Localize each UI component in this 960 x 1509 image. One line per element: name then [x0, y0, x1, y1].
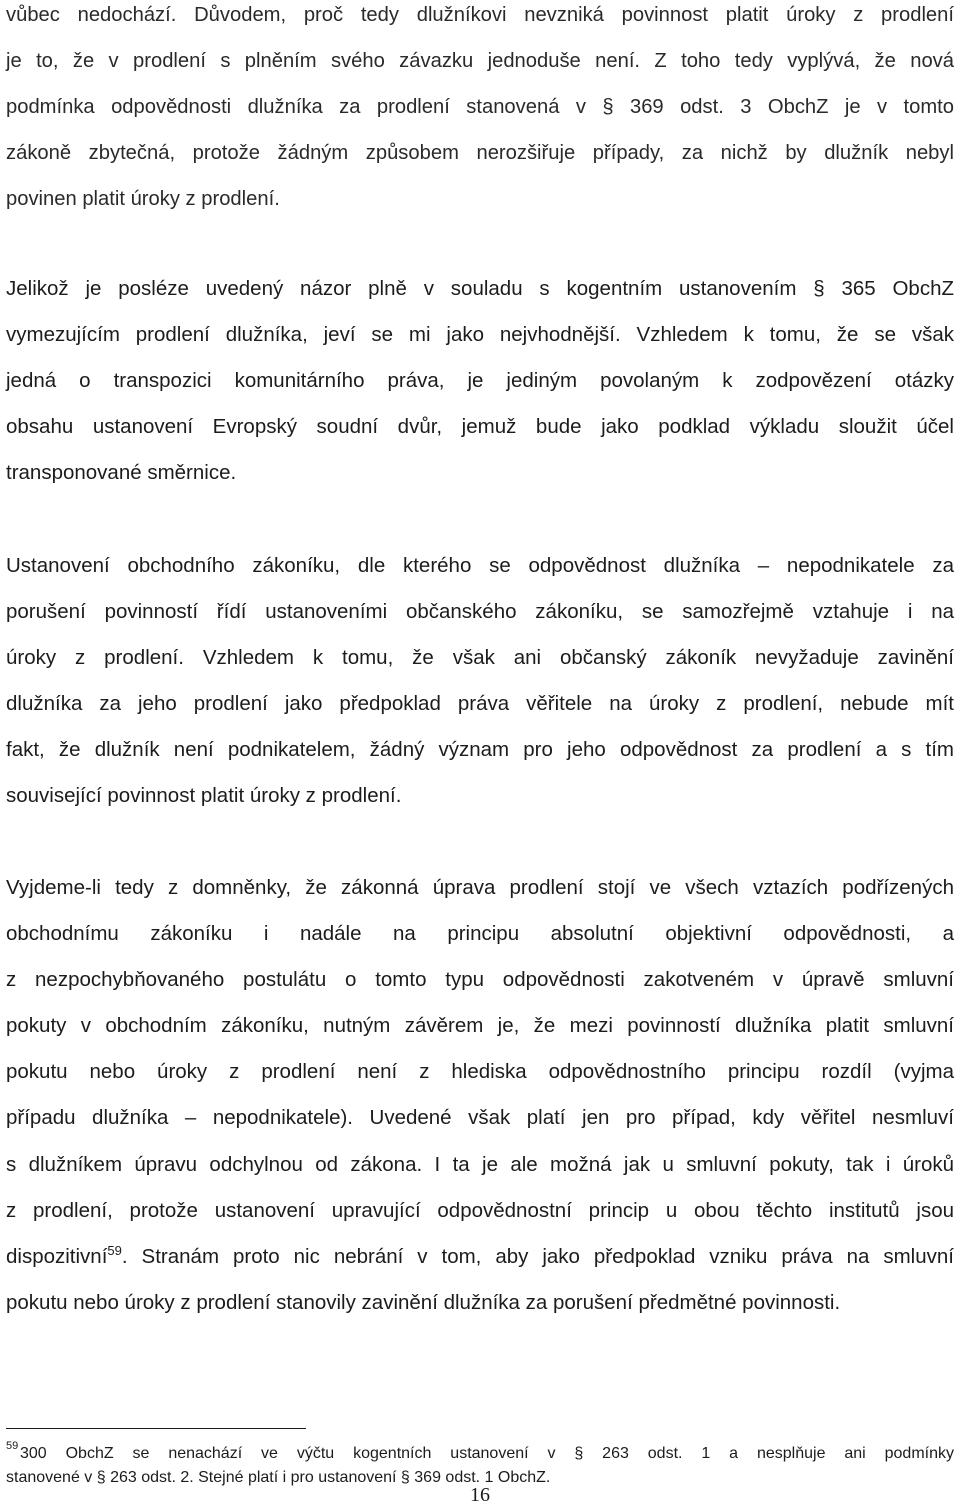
- paragraph-4: [6, 865, 954, 1326]
- footnote-line: [6, 1442, 954, 1466]
- footnote-reference[interactable]: 59: [107, 1242, 122, 1258]
- text-line: vůbec nedochází. Důvodem, proč tedy dlužníkovi nevzniká povinnost platit úroky z prodlení: [6, 4, 954, 26]
- footnote-number: 59: [6, 1440, 19, 1452]
- paragraph-2: [6, 266, 954, 496]
- text-line: pokutu nebo úroky z prodlení není z hlediska odpovědnostního principu rozdíl (vyjma: [6, 1060, 954, 1084]
- footnote-line: stanovené v § 263 odst. 2. Stejné platí i pro ustanovení § 369 odst. 1 ObchZ.: [6, 1469, 551, 1486]
- text-line: obchodnímu zákoníku i nadále na principu absolutní objektivní odpovědnosti, a: [6, 922, 954, 946]
- text-line: Ustanovení obchodního zákoníku, dle kterého se odpovědnost dlužníka – nepodnikatele za: [6, 554, 954, 577]
- footnote: [6, 1442, 954, 1490]
- paragraph-3: [6, 543, 954, 820]
- text-line: jedná o transpozici komunitárního práva, je jediným povolaným k zodpovězení otázky: [6, 369, 954, 393]
- text-line: Jelikož je posléze uvedený názor plně v souladu s kogentním ustanovením § 365 ObchZ: [6, 277, 954, 300]
- text-line: je to, že v prodlení s plněním svého závazku jednoduše není. Z toho tedy vyplývá, že nová: [6, 50, 954, 73]
- text-line: z prodlení, protože ustanovení upravující odpovědnostní princip u obou těchto institutů jsou: [6, 1198, 954, 1222]
- text-line: případu dlužníka – nepodnikatele). Uvedené však platí jen pro případ, kdy věřitel nesmluví: [6, 1106, 954, 1130]
- footnote-separator: [6, 1428, 306, 1429]
- text-line: podmínka odpovědnosti dlužníka za prodlení stanovená v § 369 odst. 3 ObchZ je v tomto: [6, 96, 954, 119]
- text-line: obsahu ustanovení Evropský soudní dvůr, jemuž bude jako podklad výkladu sloužit účel: [6, 415, 954, 439]
- text-line: z nezpochybňovaného postulátu o tomto typu odpovědnosti zakotveném v úpravě smluvní: [6, 968, 954, 992]
- text-line-with-footnote: [6, 1234, 954, 1280]
- text-line: úroky z prodlení. Vzhledem k tomu, že však ani občanský zákoník nevyžaduje zavinění: [6, 646, 954, 670]
- text-line: související povinnost platit úroky z prodlení.: [6, 784, 402, 808]
- page-number: 16: [470, 1484, 490, 1506]
- text-line: dlužníka za jeho prodlení jako předpoklad práva věřitele na úroky z prodlení, nebude mít: [6, 692, 954, 716]
- paragraph-1: [6, 0, 954, 222]
- text-line: transponované směrnice.: [6, 461, 237, 485]
- text-line: fakt, že dlužník není podnikatelem, žádný význam pro jeho odpovědnost za prodlení a s tím: [6, 738, 954, 762]
- text-line: zákoně zbytečná, protože žádným způsobem nerozšiřuje případy, za nichž by dlužník nebyl: [6, 142, 954, 165]
- text-line: pokutu nebo úroky z prodlení stanovily zavinění dlužníka za porušení předmětné povinnosti.: [6, 1290, 841, 1314]
- footnote-text: 300 ObchZ se nenachází ve výčtu kogentních ustanovení v § 263 odst. 1 a nesplňuje ani podmínky: [20, 1445, 954, 1462]
- text-segment: dispozitivní: [6, 1244, 108, 1268]
- text-segment: . Stranám proto nic nebrání v tom, aby jako předpoklad vzniku práva na smluvní: [121, 1244, 954, 1268]
- text-line: povinen platit úroky z prodlení.: [6, 188, 280, 211]
- text-line: pokuty v obchodním zákoníku, nutným závěrem je, že mezi povinností dlužníka platit smluvní: [6, 1014, 954, 1038]
- text-line: porušení povinností řídí ustanoveními občanského zákoníku, se samozřejmě vztahuje i na: [6, 600, 954, 624]
- text-line: s dlužníkem úpravu odchylnou od zákona. I ta je ale možná jak u smluvní pokuty, tak i úroků: [6, 1152, 954, 1176]
- text-line: vymezujícím prodlení dlužníka, jeví se mi jako nejvhodnější. Vzhledem k tomu, že se však: [6, 323, 954, 347]
- text-line: Vyjdeme-li tedy z domněnky, že zákonná úprava prodlení stojí ve všech vztazích podřízených: [6, 876, 954, 899]
